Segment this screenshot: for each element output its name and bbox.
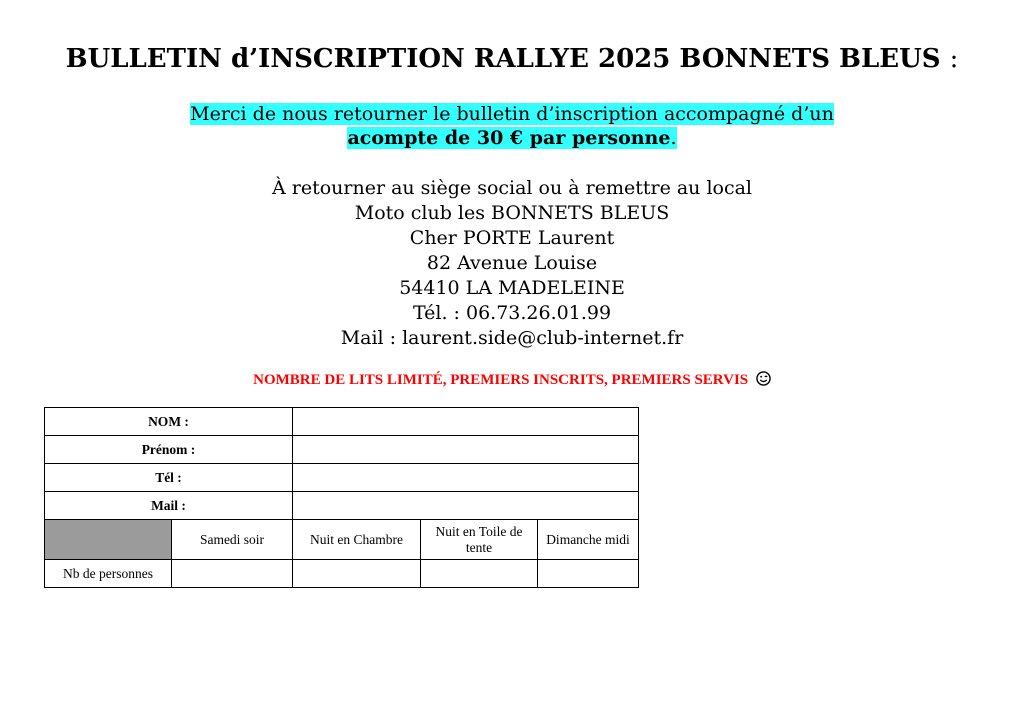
club-name: Moto club les BONNETS BLEUS	[354, 202, 670, 224]
form-row-tel	[45, 464, 639, 492]
nom-input[interactable]	[293, 408, 639, 436]
page-title	[0, 44, 1024, 74]
nuit-tente-input[interactable]	[421, 560, 538, 588]
nom-label: NOM :	[45, 408, 293, 436]
nuit-chambre-input[interactable]	[293, 560, 421, 588]
col-samedi-soir: Samedi soir	[172, 520, 293, 560]
warning-text: NOMBRE DE LITS LIMITÉ, PREMIERS INSCRITS, PREMIERS SERVIS	[253, 372, 749, 388]
tel-input[interactable]	[293, 464, 639, 492]
tel-label: Tél :	[45, 464, 293, 492]
address-block	[0, 176, 1024, 351]
form-row-nom	[45, 408, 639, 436]
form-count-row	[45, 560, 639, 588]
registration-form-table	[44, 407, 639, 588]
samedi-soir-input[interactable]	[172, 560, 293, 588]
col-dimanche-midi: Dimanche midi	[538, 520, 639, 560]
phone-number: Tél. : 06.73.26.01.99	[412, 302, 612, 324]
street-address: 82 Avenue Louise	[426, 252, 598, 274]
prenom-label: Prénom :	[45, 436, 293, 464]
mail-input[interactable]	[293, 492, 639, 520]
notice-period: .	[670, 127, 677, 149]
mail-label: Mail :	[45, 492, 293, 520]
deposit-amount: acompte de 30 € par personne	[347, 127, 671, 149]
gray-header-cell	[45, 520, 172, 560]
form-row-mail	[45, 492, 639, 520]
contact-name: Cher PORTE Laurent	[409, 227, 615, 249]
title-text: BULLETIN d’INSCRIPTION RALLYE 2025 BONNETS BLEUS	[65, 44, 941, 74]
limited-beds-warning	[0, 371, 1024, 389]
email-address: Mail : laurent.side@club-internet.fr	[340, 327, 684, 349]
form-row-prenom	[45, 436, 639, 464]
prenom-input[interactable]	[293, 436, 639, 464]
form-header-row	[45, 520, 639, 560]
deposit-notice	[0, 102, 1024, 150]
nb-personnes-label: Nb de personnes	[45, 560, 172, 588]
title-colon: :	[949, 44, 959, 74]
dimanche-midi-input[interactable]	[538, 560, 639, 588]
winking-face-icon	[756, 371, 771, 386]
city-address: 54410 LA MADELEINE	[399, 277, 625, 299]
col-nuit-chambre: Nuit en Chambre	[293, 520, 421, 560]
address-intro: À retourner au siège social ou à remettre au local	[271, 177, 753, 199]
notice-line-1: Merci de nous retourner le bulletin d’inscription accompagné d’un	[190, 103, 834, 125]
col-nuit-tente: Nuit en Toile de tente	[421, 520, 538, 560]
